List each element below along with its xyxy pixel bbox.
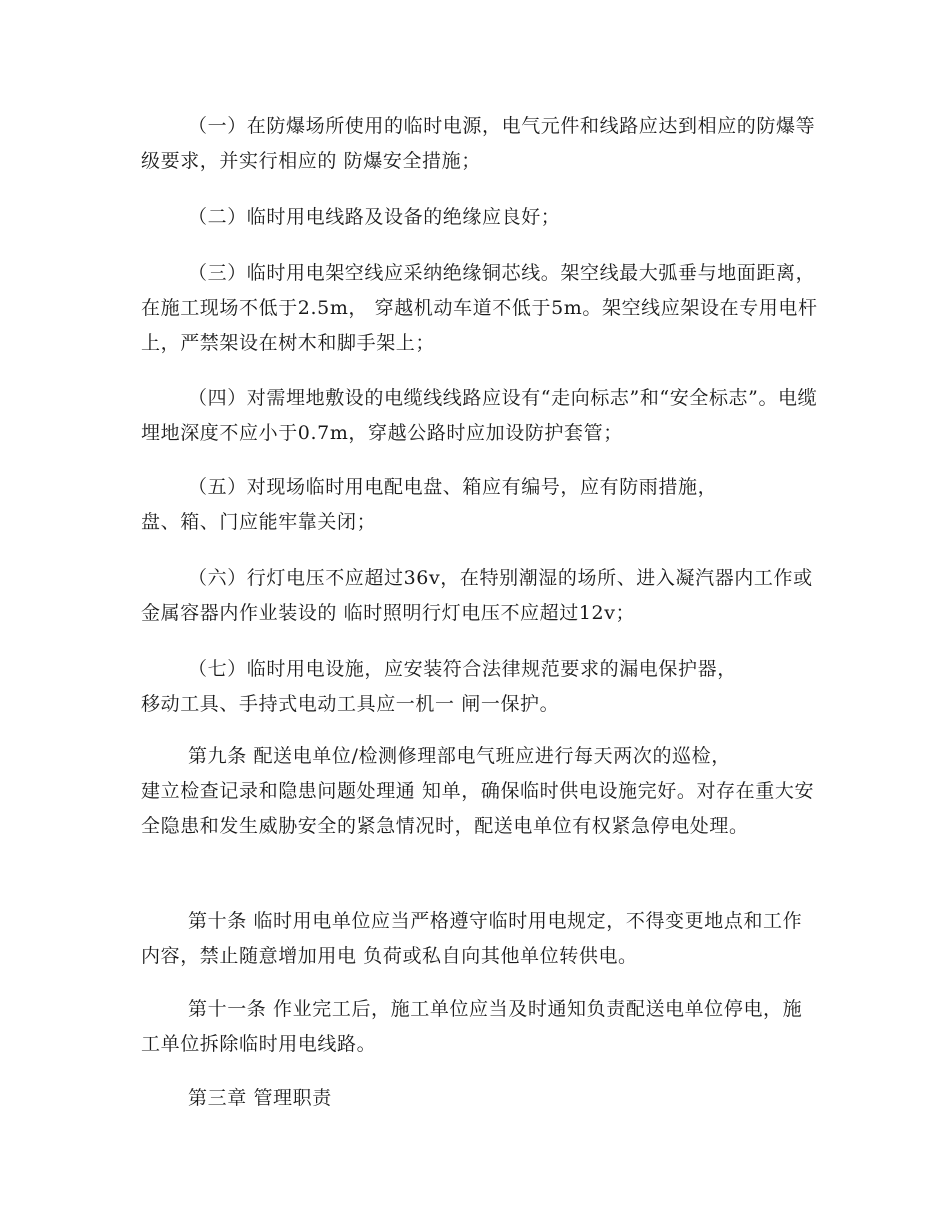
paragraph-item-2: （二）临时用电线路及设备的绝缘应良好； <box>188 206 561 228</box>
paragraph-item-4: （四）对需埋地敷设的电缆线线路应设有“走向标志”和“安全标志”。电缆埋地深度不应小于0.7m，穿越公路时应加设防护套管； <box>141 387 818 444</box>
paragraph-item-6: （六）行灯电压不应超过36v，在特别潮湿的场所、进入凝汽器内工作或金属容器内作业装设的 临时照明行灯电压不应超过12v； <box>141 567 813 624</box>
paragraph-item-1: （一）在防爆场所使用的临时电源，电气元件和线路应达到相应的防爆等级要求，并实行相应的 防爆安全措施； <box>141 115 816 172</box>
paragraph-item-7: （七）临时用电设施，应安装符合法律规范要求的漏电保护器， 移动工具、手持式电动工具应一机一 闸一保护。 <box>141 658 737 715</box>
article-9-paragraph: 第九条 配送电单位/检测修理部电气班应进行每天两次的巡检， 建立检查记录和隐患问题处理通 知单，确保临时供电设施完好。对存在重大安全隐患和发生威胁安全的紧急情况时，配送电单位有权紧急停电处理。 <box>141 745 815 837</box>
article-10-paragraph: 第十条 临时用电单位应当严格遵守临时用电规定，不得变更地点和工作内容，禁止随意增加用电 负荷或私自向其他单位转供电。 <box>141 910 803 967</box>
paragraph-item-3: （三）临时用电架空线应采纳绝缘铜芯线。架空线最大弧垂与地面距离，在施工现场不低于2.5m， 穿越机动车道不低于5m。架空线应架设在专用电杆上，严禁架设在树木和脚手架上； <box>141 262 818 354</box>
article-11-paragraph: 第十一条 作业完工后，施工单位应当及时通知负责配送电单位停电，施工单位拆除临时用电线路。 <box>141 998 803 1055</box>
chapter-3-heading: 第三章 管理职责 <box>188 1087 332 1109</box>
paragraph-item-5: （五）对现场临时用电配电盘、箱应有编号，应有防雨措施， 盘、箱、门应能牢靠关闭； <box>141 476 718 533</box>
